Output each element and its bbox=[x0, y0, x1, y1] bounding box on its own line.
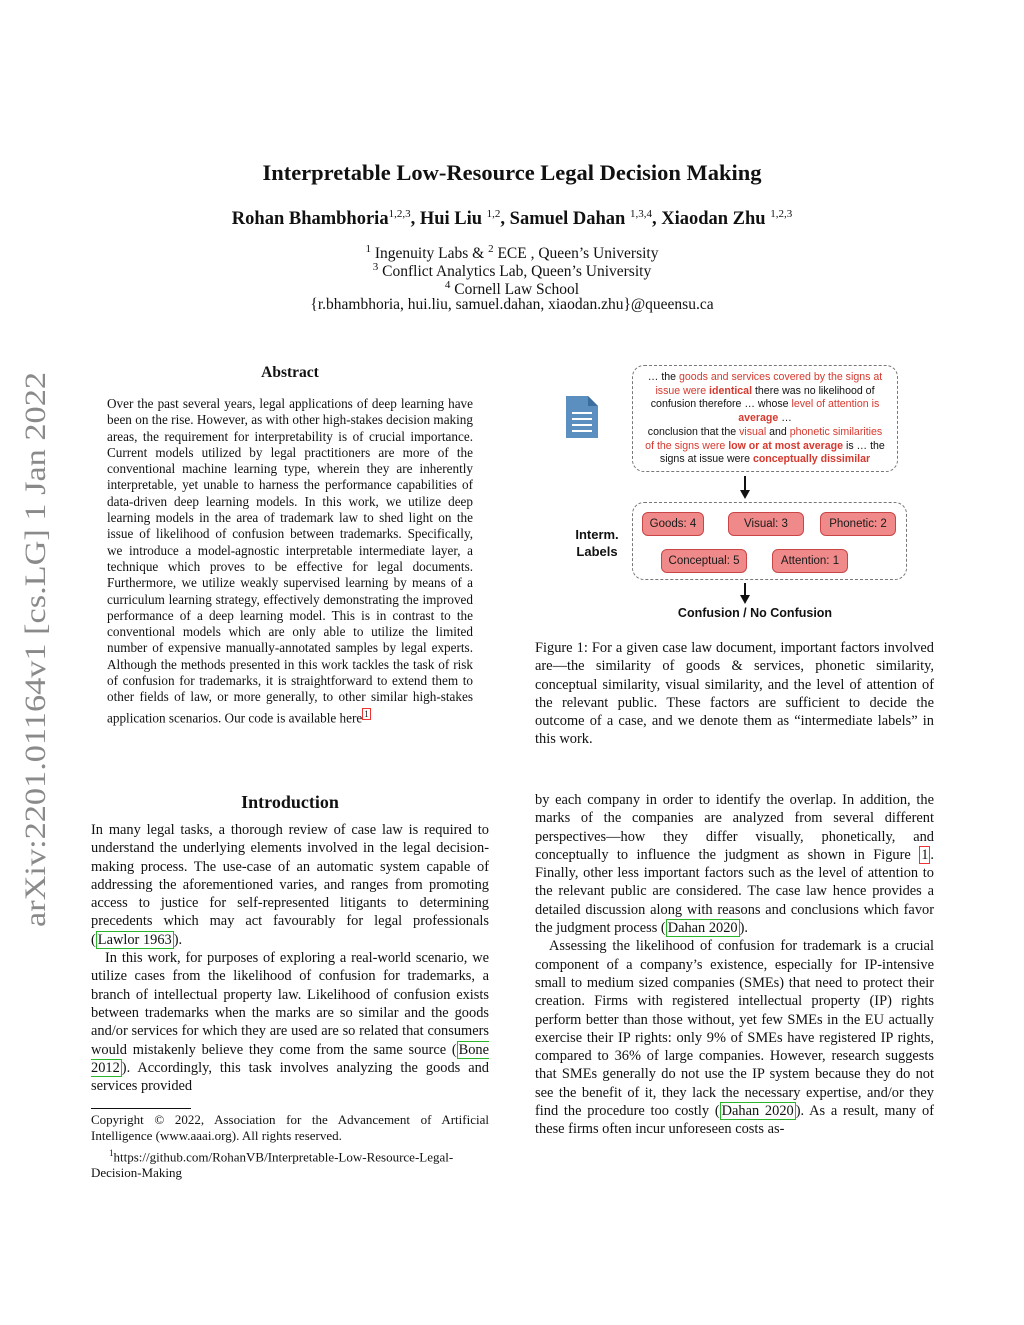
paragraph bbox=[91, 821, 489, 949]
paragraph bbox=[535, 937, 934, 1138]
intro-body bbox=[91, 821, 489, 1095]
affil-text: Conflict Analytics Lab, Queen’s University bbox=[378, 263, 652, 281]
paragraph-text: ). bbox=[173, 931, 183, 948]
affil-sup: 3 bbox=[372, 261, 379, 273]
label-attention: Attention: 1 bbox=[772, 549, 848, 573]
intermediate-labels-box bbox=[632, 502, 907, 580]
author-affiliation: 1,2,3 bbox=[388, 208, 411, 220]
copyright-note: Copyright © 2022, Association for the Advancement of Artificial Intelligence (www.aaai.org). All rights reserved. bbox=[91, 1112, 489, 1144]
paragraph bbox=[91, 949, 489, 1095]
arxiv-sidebar-stamp bbox=[13, 372, 53, 927]
paragraph-text: Assessing the likelihood of confusion for trademark is a crucial component of a company’s existence, especially for IP-intensive small to medium sized companies (SMEs) that need to protect their creation. Firms with registered intellectual property (IP) rights perform better than those without, yet few SMEs in the EU actually exercise their IP rights: only 9% of SMEs have registered IP rights, compared to 36% of large companies. However, research suggests that SMEs generally do not use the IP system because they do not see the benefit of it, they lack the necessary expertise, and/or they find the procedure too costly ( bbox=[535, 938, 934, 1120]
affil-sup: 4 bbox=[444, 279, 451, 291]
figure-1-caption: Figure 1: For a given case law document, important factors involved are—the similarity of goods & services, phonetic similarity, conceptual similarity, visual similarity, and the level of attention of the relevant public. These factors are sufficient to decide the outcome of a case, and we denote them as “intermediate labels” in this work. bbox=[535, 640, 934, 748]
figure-ref-link[interactable]: 1 bbox=[921, 846, 929, 863]
paragraph bbox=[535, 791, 934, 937]
author-name: Hui Liu bbox=[419, 209, 487, 230]
arxiv-id-text: arXiv:2201.01164v1 [cs.LG] 1 Jan 2022 bbox=[19, 441, 52, 927]
label-goods: Goods: 4 bbox=[642, 512, 704, 536]
paragraph-text: by each company in order to identify the overlap. In addition, the marks of the companies are analyzed from several different perspectives—how they differ visually, phonetically, and conceptually to influence the judgment as shown in Figure bbox=[535, 792, 934, 863]
abstract-heading: Abstract bbox=[261, 364, 319, 381]
label-visual: Visual: 3 bbox=[728, 512, 804, 536]
abstract-body bbox=[107, 396, 473, 726]
intermediate-labels-title: Interm. Labels bbox=[575, 527, 619, 559]
author-affiliation: 1,3,4 bbox=[629, 208, 652, 220]
section-heading-introduction: Introduction bbox=[241, 792, 339, 812]
output-label: Confusion / No Confusion bbox=[677, 606, 833, 620]
paper-title: Interpretable Low-Resource Legal Decision Making bbox=[262, 160, 762, 185]
author-list bbox=[0, 208, 1024, 230]
affil-text: Ingenuity Labs & bbox=[371, 245, 489, 263]
author-name: Xiaodan Zhu bbox=[661, 209, 771, 230]
author-affiliation: 1,2 bbox=[486, 208, 501, 220]
footnote-number: 1 bbox=[109, 1147, 114, 1158]
affil-text: Cornell Law School bbox=[450, 281, 580, 299]
abstract-text: Over the past several years, legal applications of deep learning have been on the rise. However, as with other high-stakes decision making areas, the requirement for interpretability is of crucial importance. Current models utilized by legal practitioners are more of the conventional machine learning type, wherein they are inherently interpretable, yet unable to harness the performance capabilities of data-driven deep learning models. In this work, we utilize deep learning models in the area of trademark law to shed light on the issue of likelihood of confusion between trademarks. Specifically, we introduce a model-agnostic interpretable intermediate layer, a technique which proves to be effective for legal documents. Furthermore, we utilize weakly supervised learning by means of a curriculum learning strategy, effectively demonstrating the improved performance of a deep learning model. This is in contrast to the conventional models which are only able to utilize the limited number of expensive manually-annotated samples by legal experts. Although the methods presented in this work tackles the task of risk of confusion for trademarks, it is straightforward to extend them to other fields of law, or more generally, to other similar high-stakes application scenarios. Our code is available here bbox=[107, 396, 473, 726]
author-separator: , bbox=[410, 209, 420, 230]
paragraph-text: In this work, for purposes of exploring a real-world scenario, we utilize cases from the likelihood of confusion for trademarks, a branch of intellectual property law. Likelihood of confusion exists between trademarks when the marks are so similar and the goods and/or services for which they are used are so related that consumers would mistakenly believe they come from the same source ( bbox=[91, 950, 489, 1058]
author-separator: , bbox=[651, 209, 662, 230]
down-arrow-icon bbox=[738, 476, 752, 500]
author-affiliation: 1,2,3 bbox=[770, 208, 793, 220]
footnote-1 bbox=[91, 1145, 489, 1182]
label-phonetic: Phonetic: 2 bbox=[820, 512, 896, 536]
down-arrow-icon bbox=[738, 583, 752, 605]
document-icon bbox=[564, 394, 600, 440]
paragraph-text: In many legal tasks, a thorough review of case law is required to understand the underlying elements involved in the legal decision-making process. The use-case of an automatic system capable of addressing the aforementioned varies, and ranges from promoting access to justice for self-represented litigants to determining precedents which may act favourably for legal professionals ( bbox=[91, 822, 489, 948]
author-name: Rohan Bhambhoria bbox=[231, 209, 389, 230]
case-excerpt-text: … the goods and services covered by the signs at issue were identical there was no likelihood of confusion therefore … whose level of attention is average … conclusion that the visual and phonetic similarities of the signs were low or at most average is … the signs at issue were conceptually dissimilar bbox=[645, 371, 885, 466]
citation-link[interactable]: Bone 2012 bbox=[91, 1041, 489, 1076]
author-emails: {r.bhambhoria, hui.liu, samuel.dahan, xiaodan.zhu}@queensu.ca bbox=[310, 296, 714, 313]
footnote-url[interactable]: https://github.com/RohanVB/Interpretable-Low-Resource-Legal-Decision-Making bbox=[91, 1148, 454, 1181]
case-excerpt-box bbox=[632, 365, 898, 472]
paragraph-text: ). bbox=[739, 920, 749, 937]
paragraph-text: ). As a result, many of these firms often incur unforeseen costs as- bbox=[535, 1103, 934, 1138]
paragraph-text: . Finally, other less important factors such as the level of attention to the relevant public are considered. The case law hence provides a detailed discussion along with reasons and conclusions which favor the judgment process ( bbox=[535, 846, 934, 937]
footnotes bbox=[91, 1112, 489, 1182]
figure-1 bbox=[535, 360, 935, 620]
citation-link[interactable]: Lawlor 1963 bbox=[97, 931, 172, 948]
affil-sup: 1 bbox=[365, 243, 371, 255]
citation-link[interactable]: Dahan 2020 bbox=[667, 920, 738, 937]
label-conceptual: Conceptual: 5 bbox=[661, 549, 747, 573]
author-separator: , bbox=[500, 209, 510, 230]
author-name: Samuel Dahan bbox=[509, 209, 630, 230]
footnote-ref-link[interactable]: 1 bbox=[364, 708, 369, 719]
affil-text: ECE , Queen’s University bbox=[493, 245, 659, 263]
citation-link[interactable]: Dahan 2020 bbox=[721, 1103, 794, 1120]
right-column-body bbox=[535, 791, 934, 1139]
paragraph-text: ). Accordingly, this task involves analyzing the goods and services provided bbox=[91, 1059, 489, 1095]
footnote-divider bbox=[91, 1108, 191, 1109]
affil-sup: 2 bbox=[488, 243, 494, 255]
